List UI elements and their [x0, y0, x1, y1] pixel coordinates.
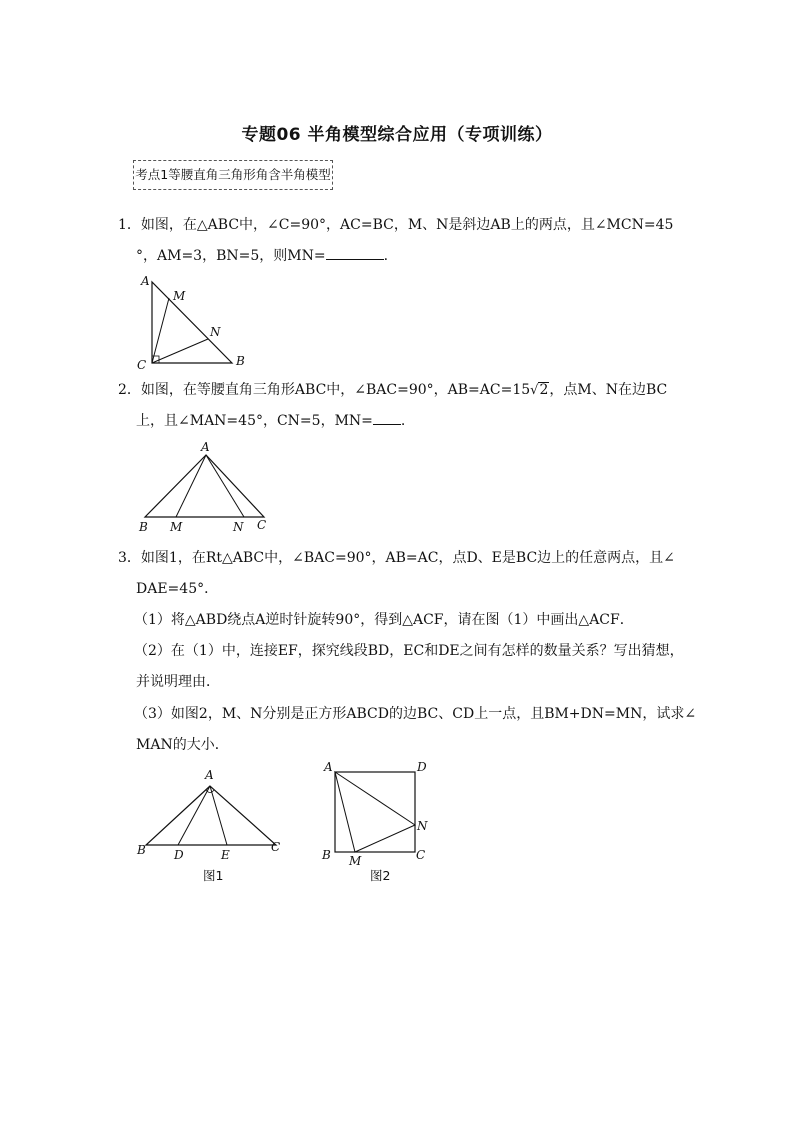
fig2-label-d: D	[417, 760, 427, 774]
fig1-segment-ae	[210, 786, 227, 845]
fig1-segment-ad	[178, 786, 210, 845]
q1-segment-cn	[152, 339, 208, 363]
q2-answer-blank[interactable]	[373, 412, 401, 425]
q1-end: .	[383, 248, 389, 264]
q1-label-c: C	[137, 358, 147, 372]
fig1-label-a: A	[205, 768, 214, 782]
fig1-label-c: C	[271, 840, 281, 854]
q3-part2-cont: 并说明理由．	[136, 674, 220, 690]
q2-segment-am	[176, 455, 206, 517]
fig2-label-n: N	[417, 819, 428, 833]
q1-answer-blank[interactable]	[326, 247, 384, 260]
q2-label-n: N	[233, 520, 244, 534]
fig1-triangle	[146, 786, 276, 845]
q1-label-a: A	[141, 274, 150, 288]
q2-line2	[136, 411, 405, 431]
q3-part2: （2）在（1）中，连接EF，探究线段BD，EC和DE之间有怎样的数量关系？写出猜想，	[134, 643, 684, 659]
q2-triangle	[145, 455, 264, 517]
fig2-triangle-amn	[335, 772, 415, 852]
q2-label-c: C	[257, 518, 267, 532]
q2-figure	[130, 438, 280, 536]
q1-segment-cm	[152, 298, 169, 363]
fig2-label-c: C	[416, 848, 426, 862]
q3-part3: （3）如图2，M、N分别是正方形ABCD的边BC、CD上一点，且BM+DN=MN，试求∠	[134, 706, 697, 722]
q3-part3-cont: MAN的大小．	[136, 737, 229, 753]
fig1-label-b: B	[137, 843, 146, 857]
q3-figure2	[315, 755, 440, 887]
q2-label-m: M	[170, 520, 183, 534]
fig1-label-e: E	[221, 848, 230, 862]
q2-segment-an	[206, 455, 244, 517]
q3-line2: DAE=45°．	[136, 581, 219, 597]
q2-label-a: A	[201, 440, 210, 454]
q2-line1-pre: 2．如图，在等腰直角三角形ABC中，∠BAC=90°，AB=AC=15	[118, 382, 531, 398]
q1-figure	[130, 270, 260, 375]
q1-line2	[136, 246, 388, 266]
q2-sqrt-radicand: 2	[539, 382, 549, 398]
fig2-label-m: M	[349, 854, 362, 868]
q1-line2-text: °，AM=3，BN=5，则MN=	[136, 248, 326, 264]
q2-line1-post: ，点M、N在边BC	[549, 382, 668, 398]
fig2-label-a: A	[324, 760, 333, 774]
q2-label-b: B	[139, 520, 148, 534]
fig2-caption: 图2	[370, 868, 391, 883]
q1-line1: 1．如图，在△ABC中，∠C=90°，AC=BC，M、N是斜边AB上的两点，且∠MCN=45	[118, 217, 674, 233]
fig1-caption: 图1	[203, 868, 224, 883]
q1-label-b: B	[236, 354, 245, 368]
fig2-square	[335, 772, 415, 852]
q1-triangle	[152, 282, 232, 363]
q1-label-n: N	[210, 325, 221, 339]
q3-line1: 3．如图1，在Rt△ABC中，∠BAC=90°，AB=AC，点D、E是BC边上的任意两点，且∠	[118, 550, 675, 566]
q1-label-m: M	[173, 289, 186, 303]
q2-end: .	[400, 413, 406, 429]
section-tag: 考点1等腰直角三角形角含半角模型	[133, 160, 333, 190]
q3-figure1	[130, 762, 290, 887]
q2-line2-text: 上，且∠MAN=45°，CN=5，MN=	[136, 413, 373, 429]
page-title: 专题06 半角模型综合应用（专项训练）	[241, 125, 553, 145]
q3-part1: （1）将△ABD绕点A逆时针旋转90°，得到△ACF，请在图（1）中画出△ACF．	[134, 612, 634, 628]
fig1-label-d: D	[174, 848, 184, 862]
q2-line1: 2．如图，在等腰直角三角形ABC中，∠BAC=90°，AB=AC=15√2，点M、N在边BC	[118, 382, 668, 398]
fig2-label-b: B	[322, 848, 331, 862]
